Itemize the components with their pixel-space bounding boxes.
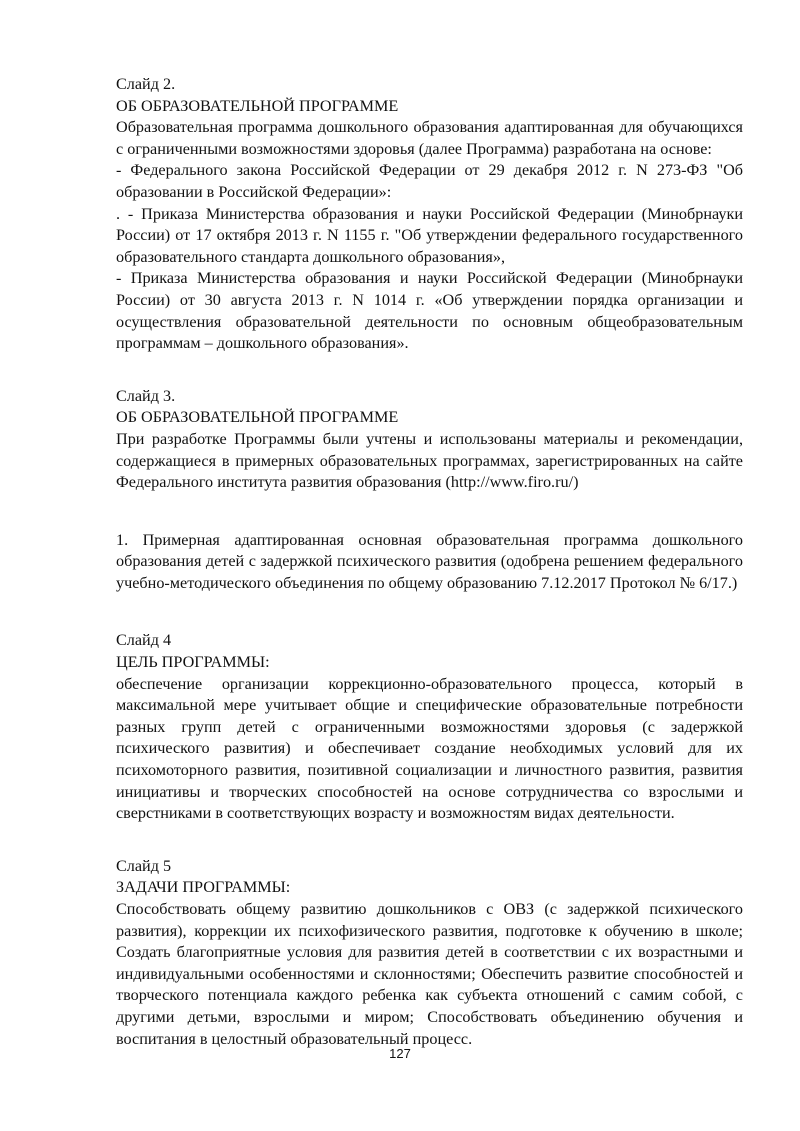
- text-line: программам – дошкольного образования».: [116, 334, 409, 353]
- section-body: [116, 429, 743, 494]
- text-line: Федерального института развития образования (http://www.firo.ru/): [116, 473, 579, 492]
- text-line: образовательного стандарта дошкольного образования»,: [116, 247, 505, 266]
- text-line: психического развития) и обеспечивает создание необходимых условий для их: [116, 739, 743, 758]
- text-line: Образовательная программа дошкольного образования адаптированная для обучающихся: [116, 118, 743, 137]
- slide-label: Слайд 3.: [116, 386, 176, 405]
- section-gap: [116, 825, 743, 856]
- section-heading: ЦЕЛЬ ПРОГРАММЫ:: [116, 653, 270, 672]
- text-line: При разработке Программы были учтены и использованы материалы и рекомендации,: [116, 429, 743, 448]
- text-line: - Федерального закона Российской Федерации от 29 декабря 2012 г. N 273-ФЗ "Об: [116, 161, 743, 180]
- text-line: образования детей с задержкой психического развития (одобрена решением федерального: [116, 552, 743, 571]
- section-heading: ОБ ОБРАЗОВАТЕЛЬНОЙ ПРОГРАММЕ: [116, 96, 399, 115]
- text-line: Создать благоприятные условия для развития детей в соответствии с их возрастными и: [116, 943, 743, 962]
- text-line: с ограниченными возможностями здоровья (далее Программа) разработана на основе:: [116, 139, 712, 158]
- text-line: Способствовать общему развитию дошкольников с ОВЗ (с задержкой психического: [116, 900, 743, 918]
- section-heading: ОБ ОБРАЗОВАТЕЛЬНОЙ ПРОГРАММЕ: [116, 408, 399, 427]
- slide-label: Слайд 4: [116, 631, 172, 650]
- text-line: инициативы и творческих способностей на основе сотрудничества со взрослыми и: [116, 782, 743, 801]
- section-heading: ЗАДАЧИ ПРОГРАММЫ:: [116, 878, 291, 897]
- section-body: [116, 899, 743, 1050]
- text-line: России) от 17 октября 2013 г. N 1155 г. "Об утверждении федерального государственного: [116, 226, 743, 245]
- text-line: другими детьми, взрослыми и миром; Способствовать объединению обучения и: [116, 1007, 743, 1026]
- text-line: сверстниками в соответствующих возрасту и возможностям видах деятельности.: [116, 804, 675, 823]
- text-line: максимальной мере учитывает общие и специфические образовательные потребности: [116, 696, 743, 715]
- text-line: развития), коррекции их психофизического развития, подготовке к обучению в школе;: [116, 921, 743, 940]
- text-line: разных групп детей с ограниченными возможностями здоровья (с задержкой: [116, 717, 743, 736]
- text-line: психомоторного развития, позитивной социализации и личностного развития, развития: [116, 761, 743, 780]
- slide-label: Слайд 2.: [116, 75, 176, 93]
- text-line: . - Приказа Министерства образования и науки Российской Федерации (Минобрнауки: [116, 204, 743, 223]
- text-line: 1. Примерная адаптированная основная образовательная программа дошкольного: [116, 530, 743, 549]
- text-line: осуществления образовательной деятельности по основным общеобразовательным: [116, 312, 743, 331]
- text-line: обеспечение организации коррекционно-образовательного процесса, который в: [116, 674, 743, 693]
- text-line: воспитания в целостный образовательный процесс.: [116, 1029, 473, 1048]
- text-line: образовании в Российской Федерации»:: [116, 182, 392, 201]
- text-line: творческого потенциала каждого ребенка как субъекта отношений с самим собой, с: [116, 986, 743, 1005]
- section-body: [116, 674, 743, 825]
- section-gap: [116, 355, 743, 386]
- text-line: учебно-методического объединения по общему образованию 7.12.2017 Протокол № 6/17.): [116, 573, 738, 592]
- text-line: - Приказа Министерства образования и науки Российской Федерации (Минобрнауки: [116, 269, 743, 288]
- paragraph-gap: [116, 494, 743, 530]
- section-gap: [116, 594, 743, 630]
- page-number: 127: [389, 1046, 411, 1061]
- section-body: [116, 117, 743, 355]
- text-line: содержащиеся в примерных образовательных программах, зарегистрированных на сайте: [116, 451, 743, 470]
- section-body: [116, 530, 743, 595]
- text-line: индивидуальными особенностями и склонностями; Обеспечить развитие способностей и: [116, 964, 743, 983]
- slide-label: Слайд 5: [116, 856, 172, 875]
- text-line: России) от 30 августа 2013 г. N 1014 г. «Об утверждении порядка организации и: [116, 290, 743, 309]
